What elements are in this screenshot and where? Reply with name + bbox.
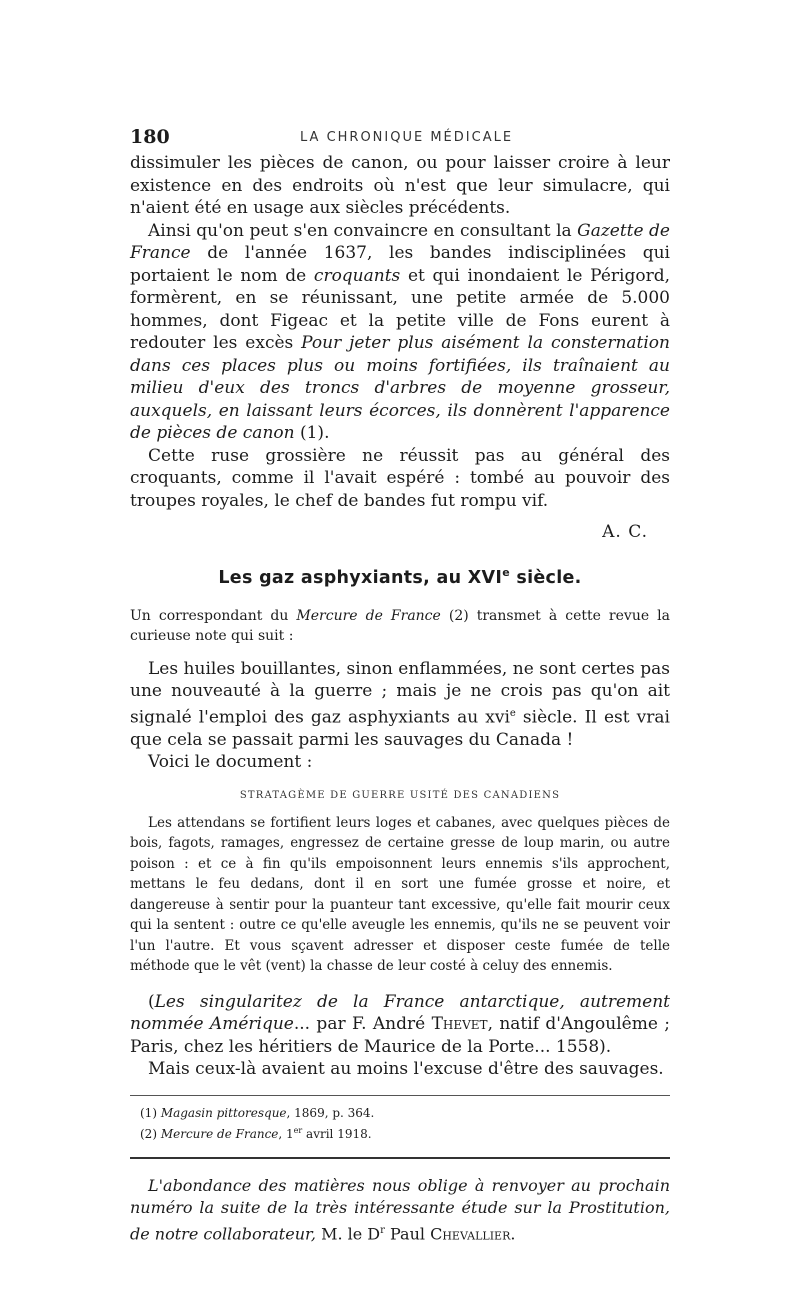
intro-text-end: (2) transmet à cette revue la curieuse note qui suit : bbox=[130, 607, 670, 644]
quote-text-end: siècle. Il est vrai que cela se passait parmi les sauvages du Canada ! bbox=[130, 707, 670, 750]
correspondent-quote bbox=[130, 658, 670, 752]
croquants-term: croquants bbox=[313, 265, 401, 286]
footnote-1 bbox=[140, 1104, 670, 1122]
footnote-source: Magasin pittoresque bbox=[160, 1105, 287, 1120]
closing-divider bbox=[130, 1157, 670, 1159]
source-citation bbox=[130, 991, 670, 1059]
footnote-mark: (2) bbox=[140, 1126, 161, 1141]
running-head bbox=[130, 126, 670, 152]
citation-rest: , natif d'Angoulême ; Paris, chez les héritiers de Maurice de la Porte... 1558). bbox=[130, 1014, 670, 1057]
footnote-mark: (1) bbox=[140, 1105, 161, 1120]
section-heading bbox=[130, 566, 670, 588]
heading-superscript: e bbox=[502, 566, 510, 579]
quoted-passage: Pour jeter plus aisément la consternation dans ces places plus ou moins fortifiées, ils traînaient au milieu d'eux des troncs d'arbres de moyenne grosseur, auxquels, en laissant leurs écorces, ils donnèrent l'apparence de pièces de canon bbox=[130, 333, 670, 443]
closing-note bbox=[130, 1175, 670, 1246]
closing-title: M. le D bbox=[315, 1224, 381, 1244]
article-continuation-paragraph: dissimuler les pièces de canon, ou pour laisser croire à leur existence en des endroits où n'est que leur simulacre, qui n'aient été en usage aux siècles précédents. bbox=[130, 153, 670, 218]
book-title: Les singularitez de la France antarctique, autrement nommée Amérique bbox=[130, 991, 670, 1035]
journal-title: LA CHRONIQUE MÉDICALE bbox=[300, 130, 514, 145]
citation-by: ... par F. André bbox=[293, 1014, 432, 1035]
gazette-title: Gazette de France bbox=[130, 220, 670, 263]
closing-first-name: Paul bbox=[384, 1224, 431, 1244]
closing-superscript: r bbox=[380, 1224, 385, 1236]
paragraph-text: Ainsi qu'on peut s'en convaincre en consultant la bbox=[148, 220, 578, 241]
footnotes bbox=[130, 1104, 670, 1143]
heading-text-end: siècle. bbox=[509, 567, 582, 588]
quote-text: Les huiles bouillantes, sinon enflammées, ne sont certes pas une nouveauté à la guerre ; mais je ne crois pas qu'on ait signalé l'emploi des gaz asphyxiants au xvi bbox=[130, 658, 670, 728]
ruse-paragraph: Cette ruse grossière ne réussit pas au général des croquants, comme il l'avait espéré : tombé au pouvoir des troupes royales, le chef de bandes fut rompu vif. bbox=[130, 445, 670, 511]
quote-superscript: e bbox=[509, 707, 516, 719]
document-intro: Voici le document : bbox=[148, 752, 313, 773]
document-page bbox=[130, 126, 670, 1246]
footnote-2 bbox=[140, 1122, 670, 1143]
footnote-date: , 1 bbox=[278, 1126, 294, 1141]
page-number: 180 bbox=[130, 126, 170, 148]
closing-text: L'abondance des matières nous oblige à renvoyer au prochain numéro la suite de la très intéressante étude sur la Prostitution, de notre collaborateur, bbox=[130, 1175, 670, 1244]
paragraph-text: de l'année 1637, les bandes indisciplinées qui portaient le nom de bbox=[130, 243, 670, 286]
intro-text: Un correspondant du bbox=[130, 607, 297, 624]
document-heading: STRATAGÈME DE GUERRE USITÉ DES CANADIENS bbox=[239, 789, 561, 801]
conclusion-paragraph: Mais ceux-là avaient au moins l'excuse d'être des sauvages. bbox=[148, 1059, 664, 1080]
heading-text: Les gaz asphyxiants, au XVI bbox=[218, 567, 503, 588]
document-text: Les attendans se fortifient leurs loges et cabanes, avec quelques pièces de bois, fagots, ramages, engressez de certaine gresse de loup marin, ou autre poison : et ce à fin qu'ils empoisonnent leurs ennemis s'ils approchent, mettans le feu dedans, dont il en sort une fumée grosse et noire, et dangereuse à sentir pour la puanteur tant excessive, qu'elle fait mourir ceux qui la sentent : outre ce qu'elle aveugle les ennemis, qu'ils ne se peuvent voir l'un l'autre. Et vous sçavent adresser et disposer ceste fumée de telle méthode que le vêt (vent) la chasse de leur costé à celuy des ennemis. bbox=[130, 814, 670, 975]
footnote-source: Mercure de France bbox=[160, 1126, 279, 1141]
author-name: Thevet bbox=[431, 1014, 488, 1035]
footnote-reference: (1). bbox=[294, 423, 330, 443]
closing-last-name: Chevallier bbox=[430, 1224, 511, 1244]
footnote-text: , 1869, p. 364. bbox=[286, 1105, 375, 1120]
footnote-superscript: er bbox=[293, 1125, 303, 1135]
citation-open: ( bbox=[148, 991, 155, 1012]
closing-end: . bbox=[510, 1224, 516, 1244]
paragraph-text: et qui inondaient le Périgord, formèrent, en se réunissant, une petite armée de 5.000 hommes, dont Figeac et la petite ville de Fons eurent à redouter les excès bbox=[130, 265, 670, 353]
intro-paragraph bbox=[130, 606, 670, 646]
croquants-paragraph bbox=[130, 220, 670, 445]
mercure-title: Mercure de France bbox=[296, 607, 441, 624]
footnote-text: avril 1918. bbox=[302, 1126, 372, 1141]
footnote-divider bbox=[130, 1095, 670, 1096]
author-signature: A. C. bbox=[602, 522, 648, 542]
